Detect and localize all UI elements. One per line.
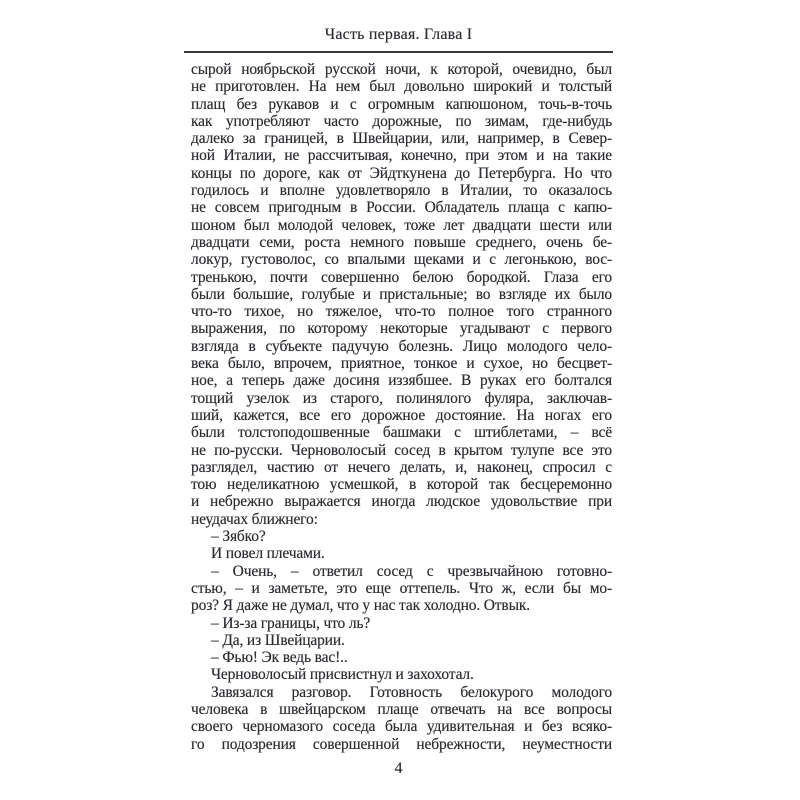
text-line: человека в швейцарском плаще отвечать на все вопросы — [191, 700, 612, 718]
page-number: 4 — [394, 760, 403, 777]
text-line: неудачах ближнего: — [191, 510, 318, 528]
text-line: годилось и вполне удовлетворяло в Италии, то оказалось — [191, 182, 612, 200]
text-line: плащ без рукавов и с огромным капюшоном, точь-в-точь — [191, 95, 612, 113]
text-line: своего черномазого соседа была удивительная и без всяко- — [191, 718, 612, 736]
text-line: – Фью! Эк ведь вас!.. — [211, 649, 348, 667]
text-line: не по-русски. Черноволосый сосед в крытом тулупе все это — [191, 441, 612, 459]
text-line: выражения, по которому некоторые угадывают с первого — [191, 320, 612, 338]
text-line: сырой ноябрьской русской ночи, к которой, очевидно, был — [191, 61, 612, 78]
text-line: были большие, голубые и пристальные; во взгляде их было — [191, 285, 612, 303]
text-line: были толстоподошвенные башмаки с штиблетами, – всё — [191, 424, 612, 442]
text-line: ший, кажется, все его дорожное достояние. На ногах его — [191, 406, 612, 424]
running-header: Часть первая. Глава I — [324, 26, 473, 43]
text-line: роз? Я даже не думал, что у нас так холодно. Отвык. — [191, 597, 530, 615]
text-line: далеко за границей, в Швейцарии, или, например, в Север- — [191, 130, 612, 148]
text-line: – Да, из Швейцарии. — [211, 631, 345, 649]
text-line: – Зябко? — [211, 528, 266, 546]
text-line: тощий узелок из старого, полинялого фуляра, заключав- — [191, 389, 612, 407]
text-line: тренькою, почти совершенно белою бородкой. Глаза его — [191, 268, 612, 286]
text-line: тою неделикатною усмешкой, в которой так бесцеремонно — [191, 476, 612, 494]
text-line: не приготовлен. На нем был довольно широкий и толстый — [191, 78, 612, 96]
text-line: – Из-за границы, что ль? — [211, 614, 371, 632]
text-line: века было, впрочем, приятное, тонкое и сухое, но бесцвет- — [191, 355, 612, 373]
text-line: концы по дороге, как от Эйдткунена до Петербурга. Но что — [191, 164, 612, 182]
text-line: ное, а теперь даже досиня иззябшее. В руках его болтался — [191, 372, 612, 390]
text-line: стью, – и заметьте, это еще оттепель. Что ж, если бы мо- — [191, 579, 612, 597]
header-rule — [184, 51, 613, 53]
text-line: как употребляют часто дорожные, по зимам, где-нибудь — [191, 112, 612, 130]
body-text — [191, 61, 612, 753]
text-line: Черноволосый присвистнул и захохотал. — [211, 666, 474, 684]
text-line: не совсем пригодным в России. Обладатель плаща с капю- — [191, 199, 612, 217]
text-line: – Очень, – ответил сосед с чрезвычайною готовно- — [211, 562, 612, 580]
text-line: ной Италии, не рассчитывая, конечно, при этом и на такие — [191, 147, 612, 165]
text-line: двадцати семи, роста немного повыше среднего, очень бе- — [191, 233, 612, 251]
text-line: И повел плечами. — [211, 545, 325, 563]
text-line: и небрежно выражается иногда людское удовольствие при — [191, 493, 612, 511]
text-line: локур, густоволос, со впалыми щеками и с легонькою, вос- — [191, 251, 612, 269]
text-line: взгляда в субъекте падучую болезнь. Лицо молодого чело- — [191, 337, 612, 355]
text-line: шоном был молодой человек, тоже лет двадцати шести или — [191, 216, 612, 234]
text-line: разглядел, частию от нечего делать, и, наконец, спросил с — [191, 458, 612, 476]
text-line: го подозрения совершенной небрежности, неуместности — [191, 735, 612, 753]
text-line: что-то тихое, но тяжелое, что-то полное того странного — [191, 303, 612, 321]
text-line: Завязался разговор. Готовность белокурого молодого — [211, 683, 612, 701]
